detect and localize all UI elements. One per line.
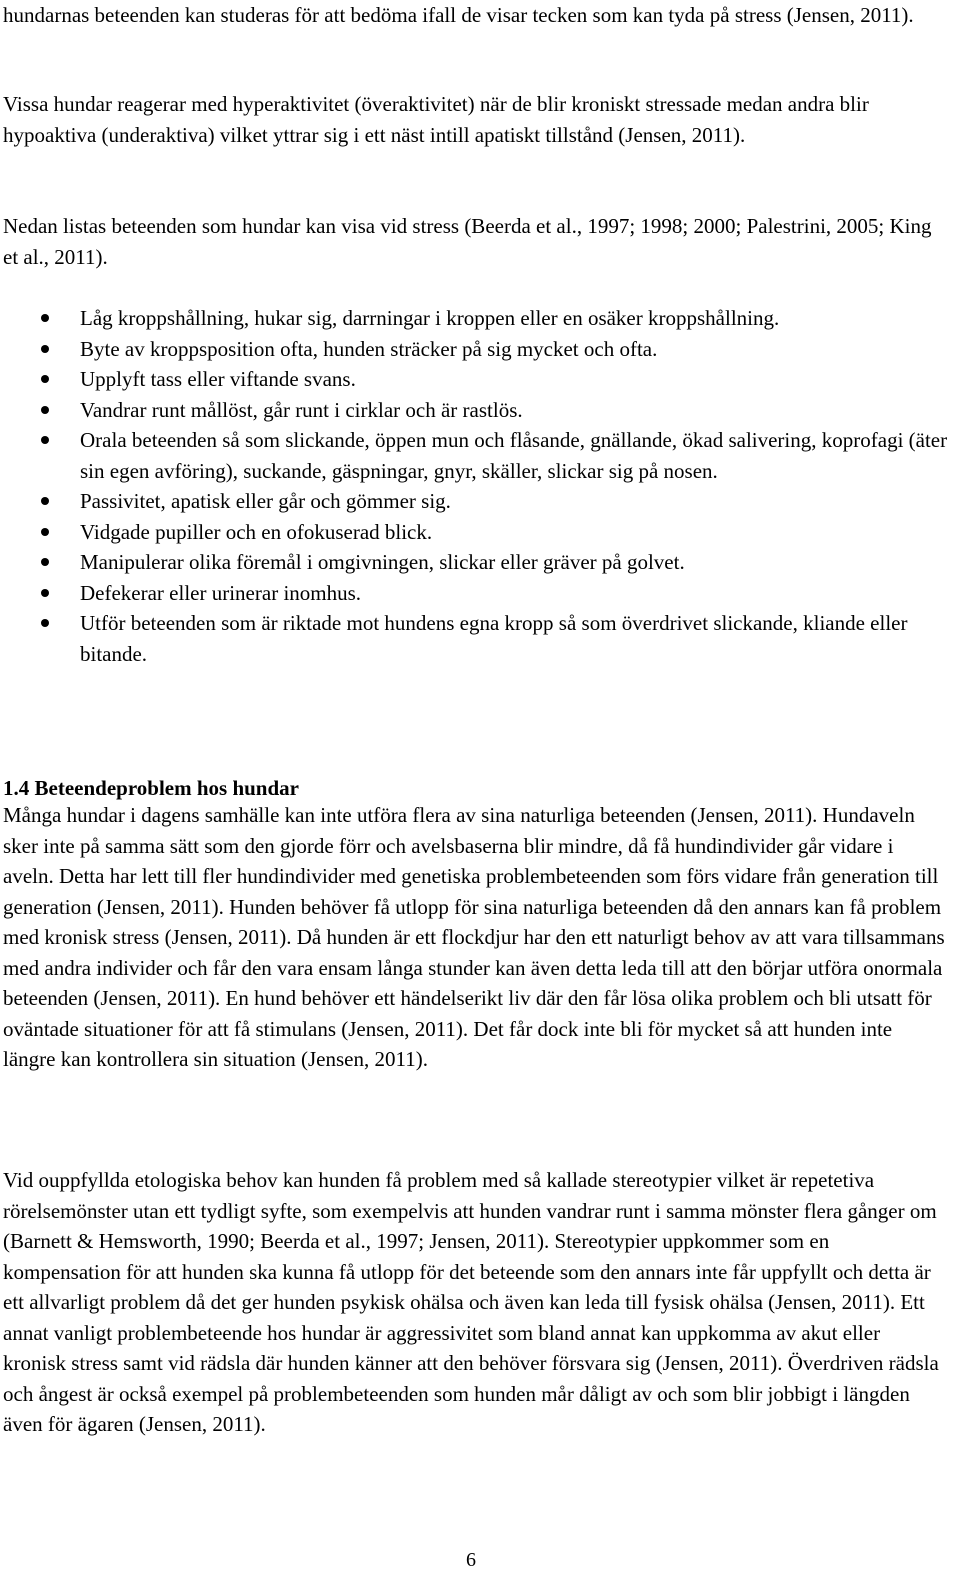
list-item-text: Byte av kroppsposition ofta, hunden sträcker på sig mycket och ofta. bbox=[80, 336, 658, 361]
page-number: 6 bbox=[466, 1549, 476, 1571]
bullet-icon bbox=[41, 497, 49, 505]
bullet-icon bbox=[41, 619, 49, 627]
paragraph-list-intro: Nedan listas beteenden som hundar kan visa vid stress (Beerda et al., 1997; 1998; 2000; Palestrini, 2005; King et al., 2011). bbox=[3, 214, 932, 269]
bullet-icon bbox=[41, 314, 49, 322]
list-item bbox=[3, 608, 948, 669]
list-item bbox=[3, 517, 948, 548]
list-item bbox=[3, 303, 948, 334]
list-item bbox=[3, 486, 948, 517]
bullet-icon bbox=[41, 589, 49, 597]
stress-behavior-list bbox=[3, 303, 948, 669]
list-item bbox=[3, 547, 948, 578]
list-item bbox=[3, 395, 948, 426]
bullet-icon bbox=[41, 345, 49, 353]
list-item-text: Vandrar runt mållöst, går runt i cirklar och är rastlös. bbox=[80, 397, 523, 422]
bullet-icon bbox=[41, 558, 49, 566]
list-item-text: Orala beteenden så som slickande, öppen mun och flåsande, gnällande, ökad salivering, koprofagi (äter sin egen avföring), suckande, gäspningar, gnyr, skäller, slickar sig på nosen. bbox=[80, 428, 948, 483]
section-heading: 1.4 Beteendeproblem hos hundar bbox=[3, 776, 299, 800]
paragraph-hyperactivity: Vissa hundar reagerar med hyperaktivitet (överaktivitet) när de blir kroniskt stressade medan andra blir hypoaktiva (underaktiva) vilket yttrar sig i ett näst intill apatiskt tillstånd (Jensen, 2011). bbox=[3, 92, 869, 147]
bullet-icon bbox=[41, 436, 49, 444]
bullet-icon bbox=[41, 406, 49, 414]
paragraph-intro-end: hundarnas beteenden kan studeras för att bedöma ifall de visar tecken som kan tyda på stress (Jensen, 2011). bbox=[3, 3, 914, 27]
paragraph-stereotypies: Vid ouppfyllda etologiska behov kan hunden få problem med så kallade stereotypier vilket är repetetiva rörelsemönster utan ett tydligt syfte, som exempelvis att hunden vandrar runt i samma mönster flera gånger om (Barnett & Hemsworth, 1990; Beerda et al., 1997; Jensen, 2011). Stereotypier uppkommer som en kompensation för att hunden ska kunna få utlopp för det beteende som den annars inte får uppfyllt och detta är ett allvarligt problem då det ger hunden psykisk ohälsa och även kan leda till fysisk ohälsa (Jensen, 2011). Ett annat vanligt problembeteende hos hundar är aggressivitet som bland annat kan uppkomma av akut eller kronisk stress samt vid rädsla där hunden känner att den behöver försvara sig (Jensen, 2011). Överdriven rädsla och ångest är också exempel på problembeteenden som hunden mår dåligt av och som blir jobbigt i längden även för ägaren (Jensen, 2011). bbox=[3, 1168, 939, 1436]
list-item-text: Utför beteenden som är riktade mot hundens egna kropp så som överdrivet slickande, kliande eller bitande. bbox=[80, 611, 908, 666]
list-item-text: Vidgade pupiller och en ofokuserad blick. bbox=[80, 519, 433, 544]
list-item bbox=[3, 425, 948, 486]
list-item-text: Passivitet, apatisk eller går och gömmer sig. bbox=[80, 489, 451, 513]
list-item-text: Upplyft tass eller viftande svans. bbox=[80, 367, 356, 391]
bullet-icon bbox=[41, 375, 49, 383]
paragraph-behavior-problems: Många hundar i dagens samhälle kan inte utföra flera av sina naturliga beteenden (Jensen, 2011). Hundaveln sker inte på samma sätt som den gjorde förr och avelsbaserna blir mindre, då få hundindivider går vidare i aveln. Detta har lett till fler hundindivider med genetiska problembeteenden som förs vidare från generation till generation (Jensen, 2011). Hunden behöver få utlopp för sina naturliga beteenden då den annars kan få problem med kronisk stress (Jensen, 2011). Då hunden är ett flockdjur har den ett naturligt behov av att vara tillsammans med andra individer och får den vara ensam långa stunder kan även detta leda till att den börjar utföra onormala beteenden (Jensen, 2011). En hund behöver ett händelserikt liv där den får lösa olika problem och bli utsatt för oväntade situationer för att få stimulans (Jensen, 2011). Det får dock inte bli för mycket så att hunden inte längre kan kontrollera sin situation (Jensen, 2011). bbox=[3, 803, 945, 1071]
list-item-text: Defekerar eller urinerar inomhus. bbox=[80, 580, 362, 605]
list-item bbox=[3, 578, 948, 609]
list-item-text: Manipulerar olika föremål i omgivningen, slickar eller gräver på golvet. bbox=[80, 550, 685, 574]
bullet-icon bbox=[41, 528, 49, 536]
list-item bbox=[3, 334, 948, 365]
list-item-text: Låg kroppshållning, hukar sig, darrningar i kroppen eller en osäker kroppshållning. bbox=[80, 306, 780, 330]
list-item bbox=[3, 364, 948, 395]
